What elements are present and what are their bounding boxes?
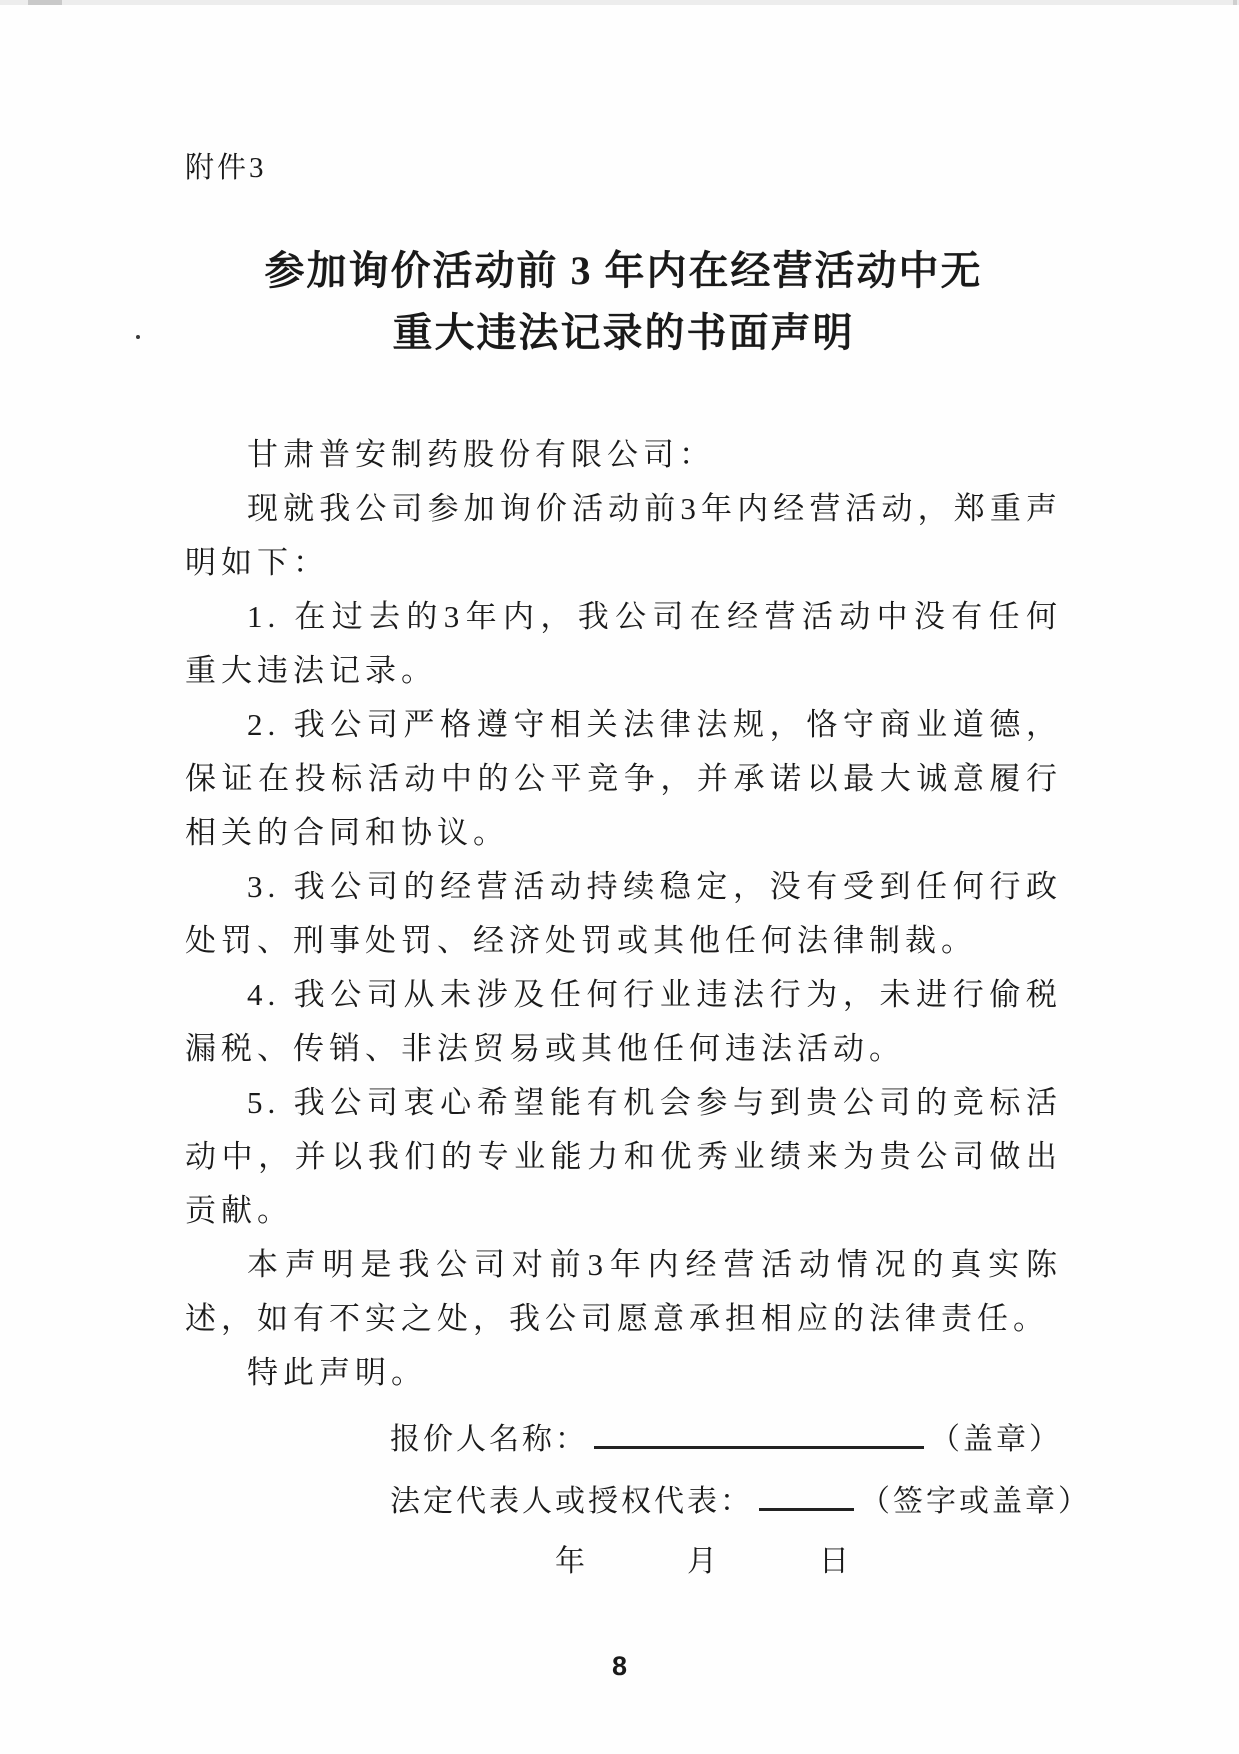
scan-artifact-dark-segment bbox=[1233, 0, 1237, 5]
bidder-name-row bbox=[390, 1412, 1062, 1462]
paragraph-hereby-declare: 特此声明。 bbox=[247, 1355, 427, 1390]
representative-blank bbox=[759, 1474, 854, 1511]
title-line-2: 重大违法记录的书面声明 bbox=[392, 310, 855, 355]
paragraph-item-2: 2. 我公司严格遵守相关法律法规，恪守商业道德，保证在投标活动中的公平竞争，并承诺以最大诚意履行相关的合同和协议。 bbox=[185, 707, 1062, 850]
salutation: 甘肃普安制药股份有限公司： bbox=[247, 437, 715, 472]
scan-artifact-dark-segment bbox=[28, 0, 62, 5]
paragraph-item-3: 3. 我公司的经营活动持续稳定，没有受到任何行政处罚、刑事处罚、经济处罚或其他任何法律制裁。 bbox=[185, 869, 1062, 958]
representative-row bbox=[390, 1474, 1091, 1524]
paragraph-item-1: 1. 在过去的3年内，我公司在经营活动中没有任何重大违法记录。 bbox=[185, 599, 1062, 688]
page-title bbox=[185, 240, 1062, 364]
paragraph-intro: 现就我公司参加询价活动前3年内经营活动，郑重声明如下： bbox=[185, 491, 1062, 580]
attachment-label: 附件3 bbox=[185, 152, 267, 184]
page-number: 8 bbox=[611, 1651, 628, 1681]
seal-note: （盖章） bbox=[930, 1423, 1062, 1456]
representative-label: 法定代表人或授权代表： bbox=[390, 1485, 753, 1518]
paragraph-item-4: 4. 我公司从未涉及任何行业违法行为，未进行偷税漏税、传销、非法贸易或其他任何违法活动。 bbox=[185, 977, 1062, 1066]
bidder-name-blank bbox=[594, 1412, 924, 1449]
declaration-body bbox=[185, 428, 1062, 1400]
signature-block bbox=[390, 1412, 1091, 1586]
document-content bbox=[0, 148, 1239, 1586]
scan-artifact-top-strip bbox=[0, 0, 1239, 5]
paragraph-item-5: 5. 我公司衷心希望能有机会参与到贵公司的竞标活动中，并以我们的专业能力和优秀业绩来为贵公司做出贡献。 bbox=[185, 1085, 1062, 1228]
bidder-name-label: 报价人名称： bbox=[390, 1423, 588, 1456]
date-line: 年 月 日 bbox=[555, 1545, 852, 1578]
sign-or-seal-note: （签字或盖章） bbox=[860, 1485, 1091, 1518]
title-line-1: 参加询价活动前 3 年内在经营活动中无 bbox=[264, 248, 983, 293]
paragraph-closing-statement: 本声明是我公司对前3年内经营活动情况的真实陈述，如有不实之处，我公司愿意承担相应的法律责任。 bbox=[185, 1247, 1062, 1336]
